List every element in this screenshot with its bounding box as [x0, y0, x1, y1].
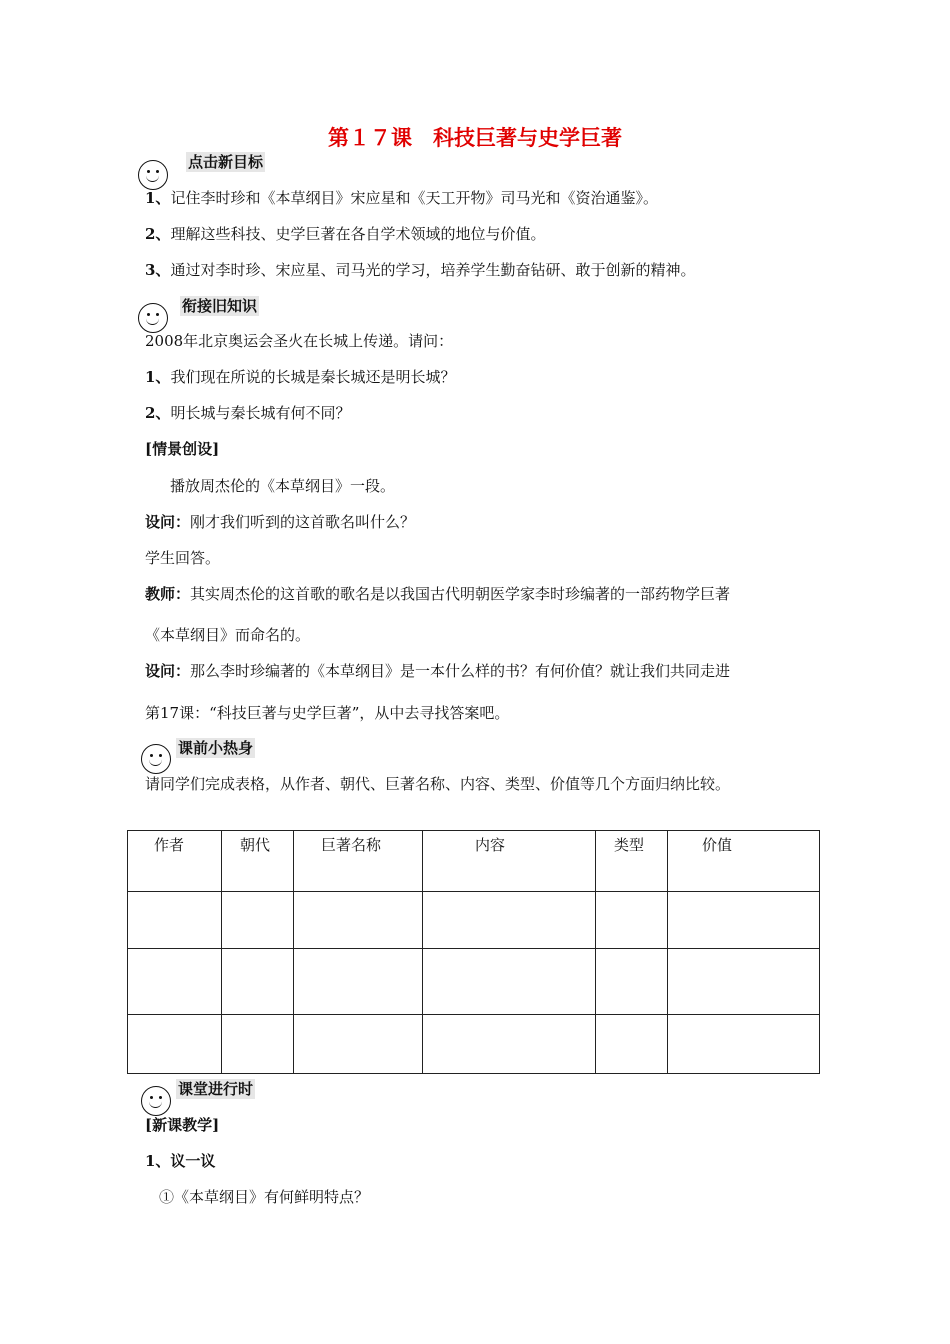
table-header-cell: 内容 [423, 831, 596, 892]
section-heading-warmup: 课前小热身 [178, 739, 254, 757]
table-cell[interactable] [668, 949, 820, 1015]
goal-item-1 [145, 188, 658, 208]
table-row [128, 949, 820, 1015]
item-text: 理解这些科技、史学巨著在各自学术领域的地位与价值。 [170, 225, 546, 243]
teacher-line-2: 《本草纲目》而命名的。 [145, 626, 311, 644]
question-2 [145, 661, 730, 681]
table-cell[interactable] [596, 949, 668, 1015]
teacher-text: 其实周杰伦的这首歌的歌名是以我国古代明朝医学家李时珍编著的一部药物学巨著 [190, 585, 731, 603]
table-cell[interactable] [128, 949, 222, 1015]
student-answer: 学生回答。 [145, 549, 221, 567]
table-header-cell: 类型 [596, 831, 668, 892]
item-text: 我们现在所说的长城是秦长城还是明长城？ [170, 368, 456, 386]
goal-item-3 [145, 260, 695, 280]
review-item-1 [145, 367, 455, 387]
new-lesson-heading: [新课教学] [145, 1116, 220, 1134]
table-header-row [128, 831, 820, 892]
scene-heading: [情景创设] [145, 440, 220, 458]
section-heading-goals: 点击新目标 [188, 153, 264, 171]
section-heading-class: 课堂进行时 [178, 1080, 254, 1098]
smiley-icon [141, 744, 171, 774]
item-number: 1、 [145, 368, 171, 386]
comparison-table [127, 830, 820, 1074]
table-cell[interactable] [294, 1015, 423, 1074]
table-cell[interactable] [596, 892, 668, 949]
table-cell[interactable] [128, 892, 222, 949]
item-number: 2、 [145, 225, 171, 243]
smiley-icon [141, 1086, 171, 1116]
item-number: 2、 [145, 404, 171, 422]
goal-item-2 [145, 224, 545, 244]
table-cell[interactable] [423, 892, 596, 949]
table-cell[interactable] [128, 1015, 222, 1074]
table-row [128, 892, 820, 949]
question-1 [145, 512, 415, 532]
table-row [128, 1015, 820, 1074]
teacher-label: 教师： [145, 585, 191, 603]
warmup-intro: 请同学们完成表格，从作者、朝代、巨著名称、内容、类型、价值等几个方面归纳比较。 [145, 775, 731, 793]
table-cell[interactable] [596, 1015, 668, 1074]
table-cell[interactable] [294, 949, 423, 1015]
discussion-item: 1、议一议 [145, 1152, 216, 1170]
section-heading-review: 衔接旧知识 [182, 297, 258, 315]
item-number: 1、 [145, 189, 171, 207]
discussion-question: ①《本草纲目》有何鲜明特点？ [159, 1188, 370, 1206]
table-cell[interactable] [222, 892, 294, 949]
table-cell[interactable] [423, 1015, 596, 1074]
table-cell[interactable] [668, 1015, 820, 1074]
question-label: 设问： [145, 513, 191, 531]
table-cell[interactable] [423, 949, 596, 1015]
smiley-icon [138, 303, 168, 333]
table-header-cell: 朝代 [222, 831, 294, 892]
teacher-line [145, 584, 730, 604]
item-text: 通过对李时珍、宋应星、司马光的学习，培养学生勤奋钻研、敢于创新的精神。 [170, 261, 696, 279]
table-header-cell: 价值 [668, 831, 820, 892]
scene-play: 播放周杰伦的《本草纲目》一段。 [170, 477, 396, 495]
question-2-continued: 第17课：“科技巨著与史学巨著”，从中去寻找答案吧。 [145, 704, 510, 722]
review-intro: 2008年北京奥运会圣火在长城上传递。请问： [145, 332, 454, 350]
item-text: 记住李时珍和《本草纲目》宋应星和《天工开物》司马光和《资治通鉴》。 [170, 189, 658, 207]
item-text: 明长城与秦长城有何不同？ [170, 404, 351, 422]
page-title: 第１７课 科技巨著与史学巨著 [328, 125, 622, 150]
table-cell[interactable] [294, 892, 423, 949]
question-text: 那么李时珍编著的《本草纲目》是一本什么样的书？有何价值？就让我们共同走进 [190, 662, 731, 680]
table-header-cell: 巨著名称 [294, 831, 423, 892]
table-header-cell: 作者 [128, 831, 222, 892]
smiley-icon [138, 160, 168, 190]
table-cell[interactable] [668, 892, 820, 949]
table-cell[interactable] [222, 1015, 294, 1074]
review-item-2 [145, 403, 350, 423]
question-label: 设问： [145, 662, 191, 680]
item-number: 3、 [145, 261, 171, 279]
table-cell[interactable] [222, 949, 294, 1015]
question-text: 刚才我们听到的这首歌名叫什么？ [190, 513, 416, 531]
